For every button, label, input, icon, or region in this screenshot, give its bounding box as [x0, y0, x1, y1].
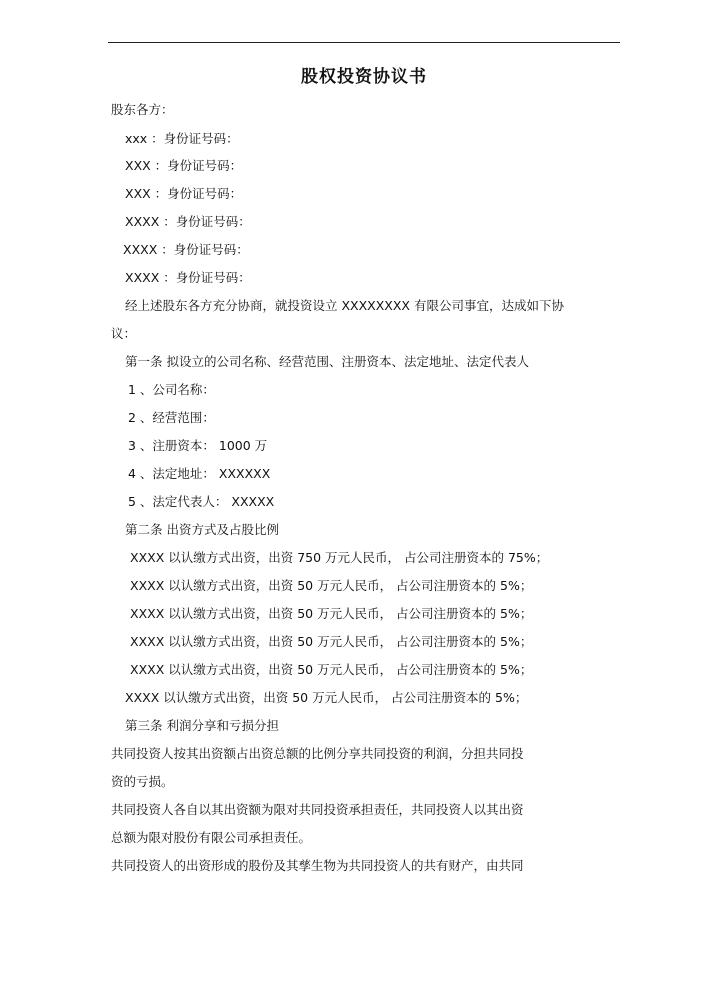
article-1-heading: 第一条 拟设立的公司名称、经营范围、注册资本、法定地址、法定代表人 [125, 354, 529, 369]
preamble-line: 经上述股东各方充分协商，就投资设立 XXXXXXXX 有限公司事宜，达成如下协 [125, 298, 564, 313]
body-line: 总额为限对股份有限公司承担责任。 [111, 830, 312, 845]
body-line: 共同投资人各自以其出资额为限对共同投资承担责任，共同投资人以其出资 [111, 802, 524, 817]
body-line: 共同投资人的出资形成的股份及其孳生物为共同投资人的共有财产，由共同 [111, 858, 524, 873]
article-3-heading: 第三条 利润分享和亏损分担 [125, 718, 279, 733]
contribution-line: XXXX 以认缴方式出资，出资 50 万元人民币， 占公司注册资本的 5%； [130, 662, 533, 677]
party-line: XXX ：身份证号码： [125, 158, 243, 173]
contribution-line: XXXX 以认缴方式出资，出资 50 万元人民币， 占公司注册资本的 5%； [130, 634, 533, 649]
article-2-heading: 第二条 出资方式及占股比例 [125, 522, 279, 537]
body-line: 共同投资人按其出资额占出资总额的比例分享共同投资的利润，分担共同投 [111, 746, 524, 761]
header-rule [108, 42, 620, 43]
parties-heading: 股东各方： [111, 102, 174, 117]
body-line: 资的亏损。 [111, 774, 174, 789]
contribution-line: XXXX 以认缴方式出资，出资 50 万元人民币， 占公司注册资本的 5%； [130, 606, 533, 621]
article-1-item: 1 、公司名称： [128, 382, 215, 397]
party-line: XXX ：身份证号码： [125, 186, 243, 201]
document-title: 股权投资协议书 [301, 67, 427, 87]
article-1-item: 5 、法定代表人： XXXXX [128, 494, 275, 509]
article-1-item: 2 、经营范围： [128, 410, 215, 425]
article-1-item: 4 、法定地址： XXXXXX [128, 466, 271, 481]
article-1-item: 3 、注册资本： 1000 万 [128, 438, 268, 453]
party-line: XXXX ：身份证号码： [125, 214, 251, 229]
contribution-line: XXXX 以认缴方式出资，出资 50 万元人民币， 占公司注册资本的 5%； [125, 690, 528, 705]
party-line: XXXX ：身份证号码： [123, 242, 249, 257]
party-line: XXXX ：身份证号码： [125, 270, 251, 285]
contribution-line: XXXX 以认缴方式出资，出资 750 万元人民币， 占公司注册资本的 75%； [130, 550, 549, 565]
preamble-line: 议： [111, 326, 137, 341]
party-line: xxx ：身份证号码： [125, 131, 239, 146]
contribution-line: XXXX 以认缴方式出资，出资 50 万元人民币， 占公司注册资本的 5%； [130, 578, 533, 593]
